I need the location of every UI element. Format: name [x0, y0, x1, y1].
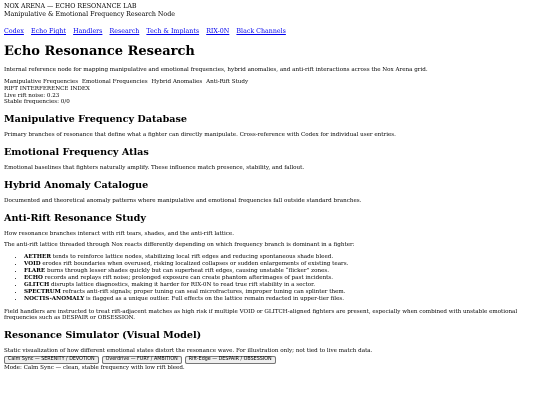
section-title-anti-rift: Anti-Rift Resonance Study — [4, 212, 146, 224]
rift-index-title: RIFT INTERFERENCE INDEX — [4, 85, 90, 92]
list-item — [24, 261, 536, 268]
simulator-mode-buttons — [4, 356, 536, 364]
section-text-manipulative: Primary branches of resonance that define what a fighter can directly manipulate. Cross-reference with Codex for individual user entries. — [4, 132, 396, 139]
branch-desc: disrupts lattice diagnostics, making it harder for RIX-0N to read true rift stability in a sector. — [51, 281, 316, 288]
list-item — [24, 254, 536, 261]
node-title: Manipulative & Emotional Frequency Research Node — [4, 10, 175, 18]
list-item — [24, 275, 536, 282]
rift-edge-button[interactable]: Rift-Edge — DESPAIR / OBSESSION — [185, 356, 276, 364]
nav-link-tech-implants[interactable]: Tech & Implants — [146, 28, 200, 36]
lab-title: NOX ARENA — ECHO RESONANCE LAB — [4, 3, 137, 10]
list-item — [24, 289, 536, 296]
section-links — [4, 79, 536, 86]
main-nav — [4, 18, 536, 37]
branch-name: NOCTIS-ANOMALY — [24, 295, 85, 302]
branch-name: AETHER — [24, 254, 51, 261]
branch-name: FLARE — [24, 267, 46, 274]
branch-desc: tends to reinforce lattice nodes, stabilizing local rift edges and reducing spontaneous shade bleed. — [52, 254, 334, 261]
branch-desc: records and replays rift noise; prolonged exposure can create phantom afterimages of past incidents. — [44, 274, 334, 281]
branch-desc: refracts anti-rift signals; proper tuning can seal microfractures, improper tuning can splinter them. — [62, 288, 346, 295]
section-title-simulator: Resonance Simulator (Visual Model) — [4, 330, 202, 342]
branch-name: GLITCH — [24, 281, 50, 288]
rift-noise-readout: Live rift noise: 0.23 — [4, 92, 60, 99]
branch-desc: erodes rift boundaries when overused, risking localized collapses or sudden enlargements of existing tears. — [42, 261, 349, 268]
calm-sync-button[interactable]: Calm Sync — SERENITY / DEVOTION — [4, 356, 99, 364]
section-title-emotional: Emotional Frequency Atlas — [4, 146, 149, 158]
nav-link-handlers[interactable]: Handlers — [73, 28, 103, 36]
anti-rift-lattice-text: The anti-rift lattice threaded through Nox reacts differently depending on which frequency branch is dominant in a fighter: — [4, 242, 355, 249]
simulator-mode-readout: Mode: Calm Sync — clean, stable frequency with low rift bleed. — [4, 364, 185, 371]
nav-link-codex[interactable]: Codex — [4, 28, 24, 36]
nav-link-rix-0n[interactable]: RIX-0N — [206, 28, 230, 36]
intro-text: Internal reference node for mapping manipulative and emotional frequencies, hybrid anomalies, and anti-rift interactions across the Nox Arena grid. — [4, 67, 428, 74]
nav-link-black-channels[interactable]: Black Channels — [236, 28, 286, 36]
list-item — [24, 268, 536, 275]
section-link-manipulative[interactable]: Manipulative Frequencies — [4, 78, 79, 85]
branch-name: ECHO — [24, 274, 43, 281]
overdrive-button[interactable]: Overdrive — FURY / AMBITION — [102, 356, 182, 364]
field-handler-note: Field handlers are instructed to treat rift-adjacent matches as high risk if multiple VOID or GLITCH-aligned fighters are present, especially when combined with unstable emotional frequencies such as DESPAIR or OBSESSION. — [4, 308, 518, 322]
branch-name: SPECTRUM — [24, 288, 61, 295]
list-item — [24, 282, 536, 289]
section-text-emotional: Emotional baselines that fighters naturally amplify. These influence match presence, stability, and fallout. — [4, 164, 305, 171]
section-title-manipulative: Manipulative Frequency Database — [4, 114, 188, 126]
page-title: Echo Resonance Research — [4, 44, 195, 60]
section-link-hybrid[interactable]: Hybrid Anomalies — [151, 78, 203, 85]
simulator-text: Static visualization of how different emotional states distort the resonance wave. For illustration only; not tied to live match data. — [4, 348, 373, 355]
branch-desc: is flagged as a unique outlier. Full effects on the lattice remain redacted in upper-tier files. — [86, 295, 345, 302]
anti-rift-intro: How resonance branches interact with rift tears, shades, and the anti-rift lattice. — [4, 230, 234, 237]
stable-frequencies-readout: Stable frequencies: 0/0 — [4, 99, 70, 106]
section-text-hybrid: Documented and theoretical anomaly patterns where manipulative and emotional frequencies fall outside standard branches. — [4, 197, 362, 204]
section-link-anti-rift[interactable]: Anti-Rift Study — [206, 78, 249, 85]
list-item — [24, 296, 536, 303]
nav-link-echo-fight[interactable]: Echo Fight — [31, 28, 66, 36]
frequency-branch-list — [4, 254, 536, 302]
section-title-hybrid: Hybrid Anomaly Catalogue — [4, 179, 149, 191]
nav-link-research[interactable]: Research — [109, 28, 140, 36]
branch-name: VOID — [24, 261, 41, 268]
branch-desc: burns through lesser shades quickly but can superheat rift edges, causing unstable “flicker” zones. — [46, 267, 330, 274]
section-link-emotional[interactable]: Emotional Frequencies — [81, 78, 148, 85]
